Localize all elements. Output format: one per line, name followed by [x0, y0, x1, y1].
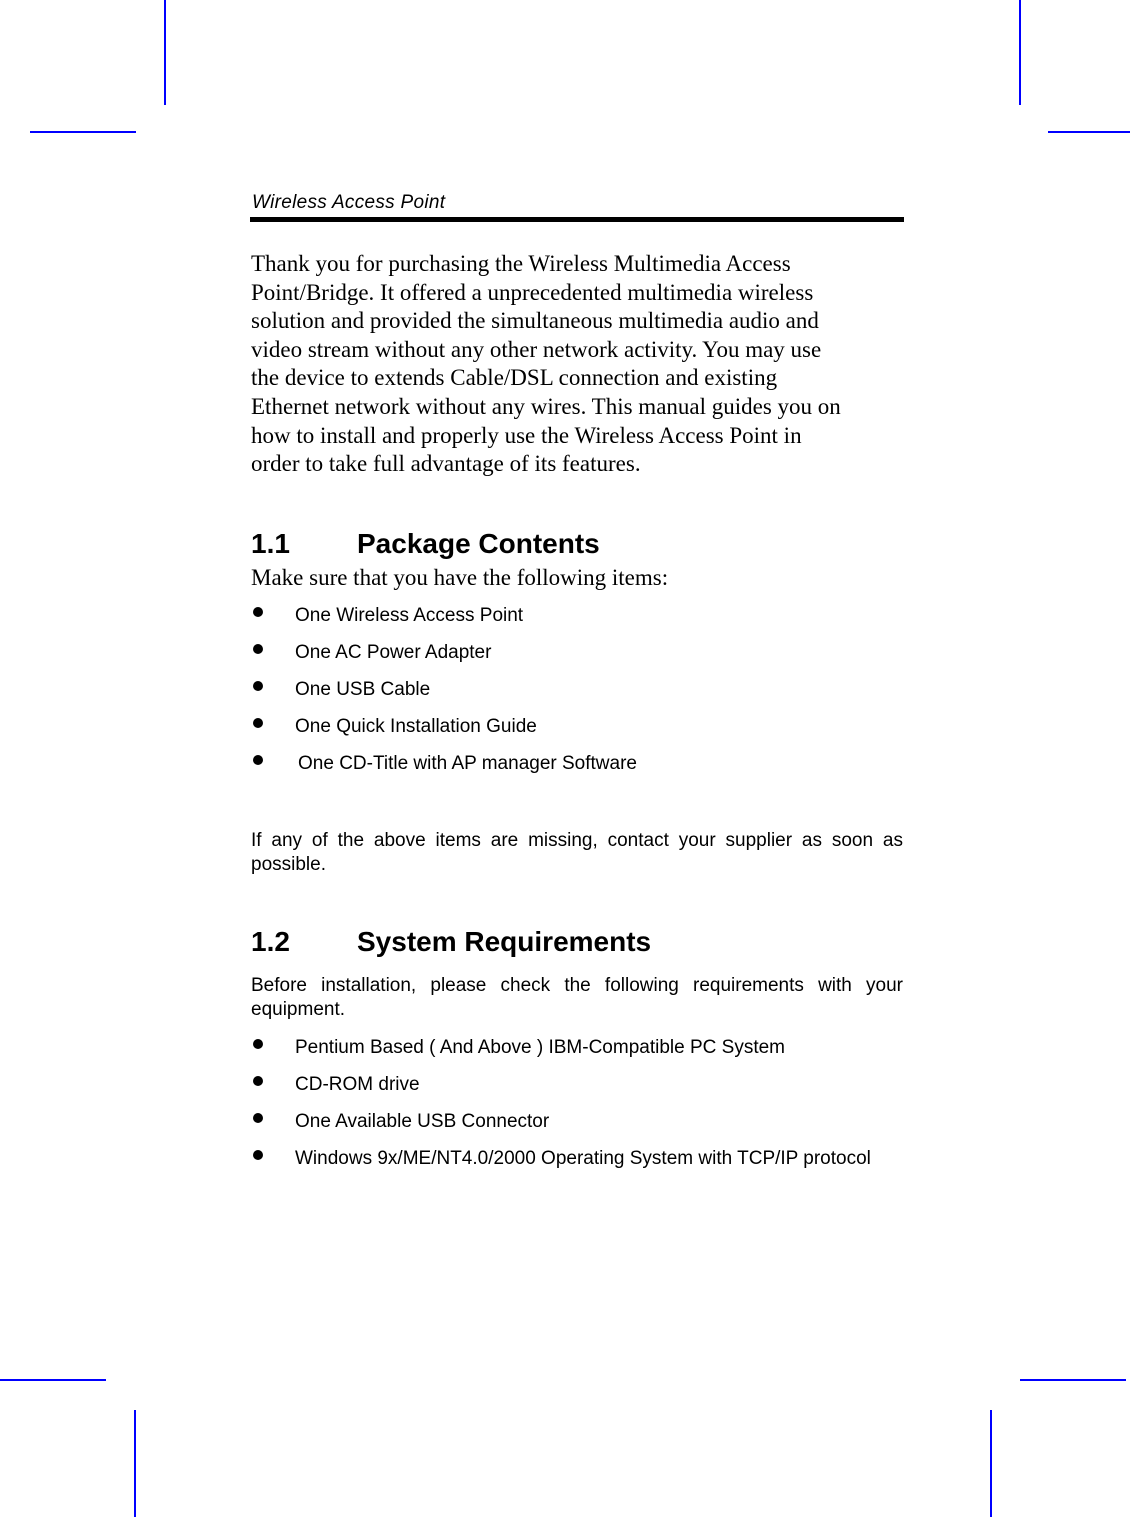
crop-mark-top-left-vertical — [164, 0, 166, 105]
crop-mark-bottom-left-horizontal — [0, 1379, 106, 1381]
intro-line: Ethernet network without any wires. This manual guides you on — [251, 393, 841, 419]
intro-line: Point/Bridge. It offered a unprecedented multimedia wireless — [251, 279, 814, 305]
intro-paragraph — [251, 250, 891, 479]
section-heading-package-contents — [251, 528, 600, 560]
list-item — [251, 752, 637, 775]
bullet-icon — [253, 681, 263, 691]
list-item-text: One CD-Title with AP manager Software — [298, 753, 637, 774]
header-rule — [250, 217, 904, 222]
package-contents-list — [251, 604, 637, 775]
list-item-text: One Available USB Connector — [295, 1111, 550, 1132]
list-item — [251, 715, 637, 738]
crop-mark-top-left-horizontal — [30, 131, 136, 133]
list-item — [251, 641, 637, 664]
bullet-icon — [253, 644, 263, 654]
crop-mark-top-right-horizontal — [1048, 131, 1130, 133]
section-title: Package Contents — [357, 528, 600, 559]
list-item-text: CD-ROM drive — [295, 1074, 420, 1095]
list-item-text: One Wireless Access Point — [295, 605, 524, 626]
missing-items-note: If any of the above items are missing, contact your supplier as soon as possible. — [251, 830, 903, 875]
list-item-text: Windows 9x/ME/NT4.0/2000 Operating System with TCP/IP protocol — [295, 1148, 871, 1169]
package-contents-lead: Make sure that you have the following items: — [251, 565, 669, 590]
system-requirements-lead: Before installation, please check the following requirements with your equipment. — [251, 975, 903, 1020]
list-item — [251, 1073, 903, 1096]
intro-line: Thank you for purchasing the Wireless Multimedia Access — [251, 251, 791, 276]
bullet-icon — [253, 1113, 263, 1123]
section-number: 1.2 — [251, 926, 290, 957]
list-item — [251, 1036, 903, 1059]
list-item — [251, 1110, 903, 1133]
bullet-icon — [253, 718, 263, 728]
crop-mark-top-right-vertical — [1019, 0, 1021, 105]
running-header: Wireless Access Point — [252, 192, 446, 213]
intro-line: how to install and properly use the Wireless Access Point in — [251, 422, 802, 448]
list-item — [251, 678, 637, 701]
intro-line: video stream without any other network activity. You may use — [251, 336, 822, 362]
bullet-icon — [253, 1076, 263, 1086]
list-item-text: Pentium Based ( And Above ) IBM-Compatible PC System — [295, 1037, 785, 1058]
list-item-text: One Quick Installation Guide — [295, 716, 537, 737]
bullet-icon — [253, 607, 263, 617]
section-number: 1.1 — [251, 528, 290, 559]
intro-line: solution and provided the simultaneous multimedia audio and — [251, 308, 819, 334]
system-requirements-list — [251, 1036, 903, 1170]
bullet-icon — [253, 1039, 263, 1049]
crop-mark-bottom-left-vertical — [134, 1410, 136, 1517]
bullet-icon — [253, 1150, 263, 1160]
intro-line: the device to extends Cable/DSL connection and existing — [251, 365, 778, 391]
list-item — [251, 604, 637, 627]
section-heading-system-requirements — [251, 926, 651, 958]
intro-line: order to take full advantage of its features. — [251, 451, 641, 477]
bullet-icon — [253, 755, 263, 765]
list-item — [251, 1147, 903, 1170]
list-item-text: One USB Cable — [295, 679, 431, 700]
section-title: System Requirements — [357, 926, 652, 957]
crop-mark-bottom-right-horizontal — [1020, 1379, 1126, 1381]
list-item-text: One AC Power Adapter — [295, 642, 492, 663]
crop-mark-bottom-right-vertical — [990, 1410, 992, 1517]
